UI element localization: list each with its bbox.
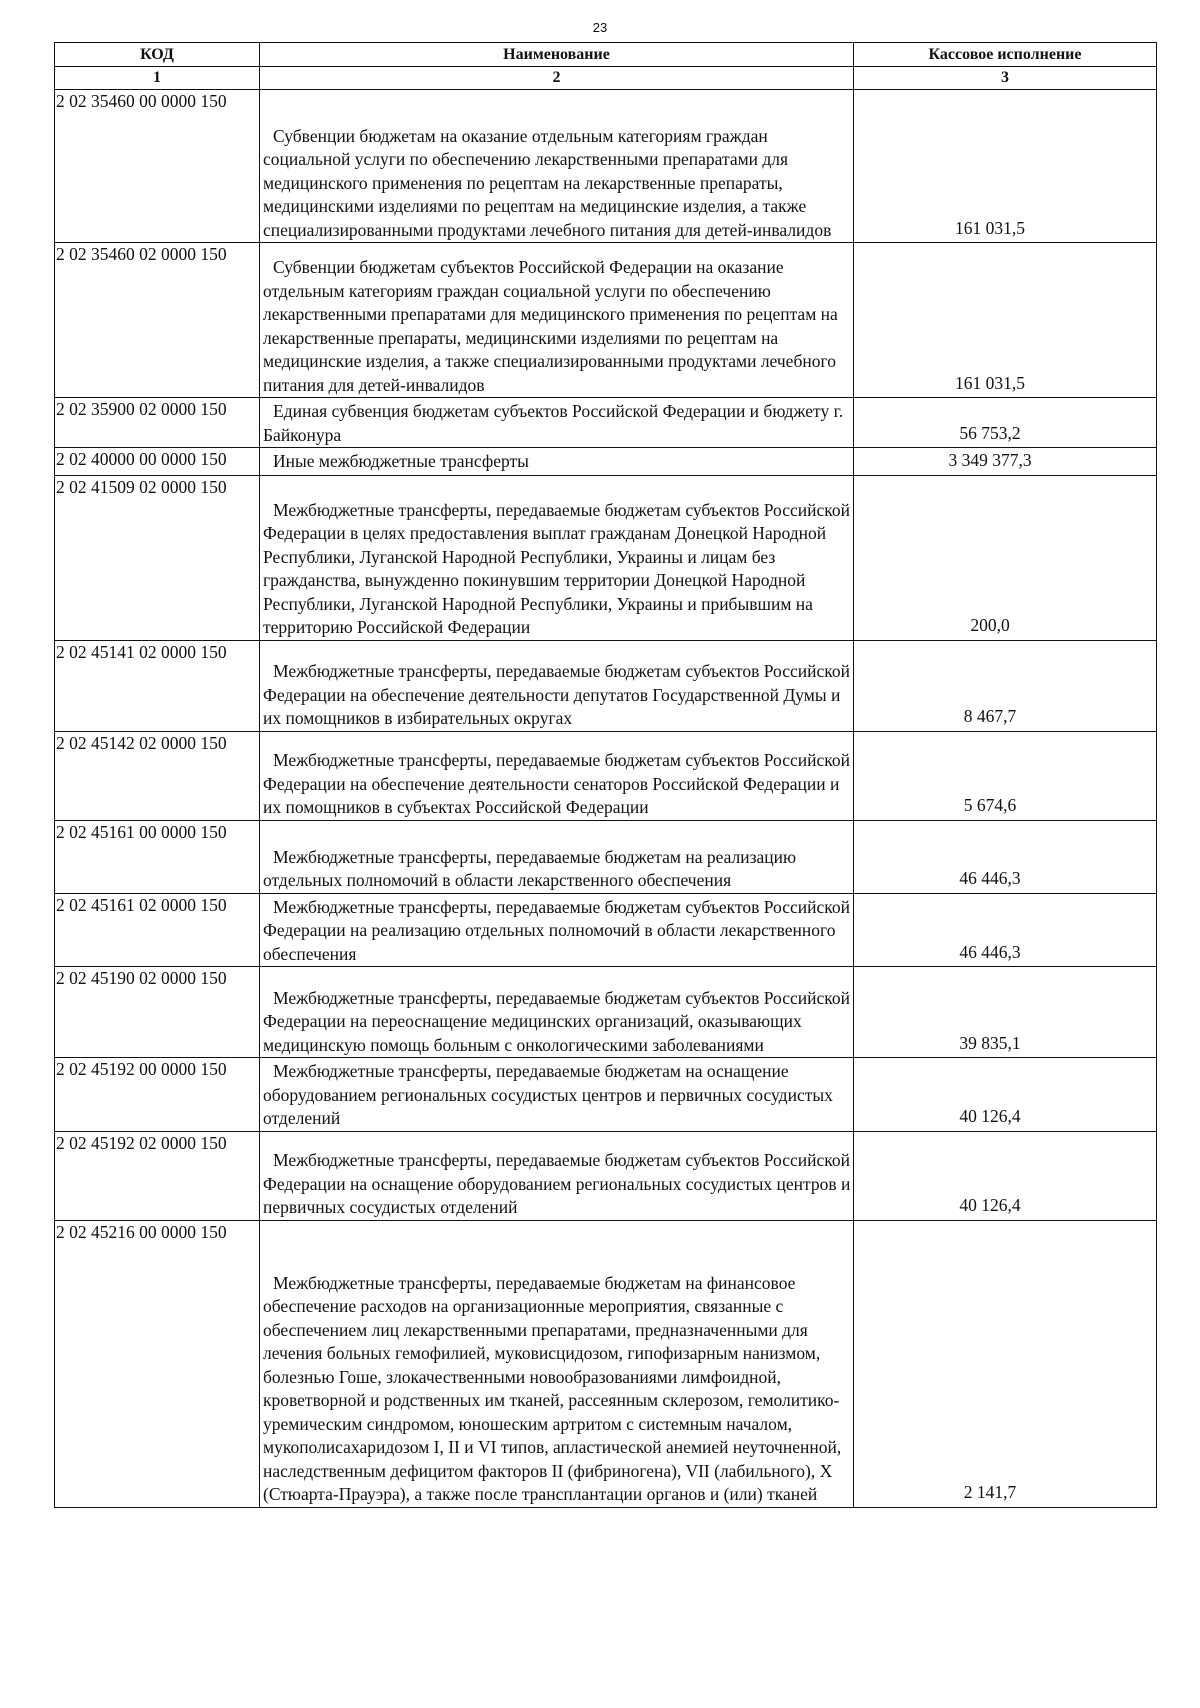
- row-name-text: Иные межбюджетные трансферты: [273, 451, 529, 471]
- header-amount: Кассовое исполнение: [854, 43, 1157, 67]
- row-name-text: Межбюджетные трансферты, передаваемые бюджетам на финансовое обеспечение расходов на организационные мероприятия, связанные с обеспечением лиц лекарственными препаратами, предназначенными для лечения больных гемофилией, муковисцидозом, гипофизарным нанизмом, болезнью Гоше, злокачественными новообразованиями лимфоидной, кроветворной и родственных им тканей, рассеянным склерозом, гемолитико-уремическим синдромом, юношеским артритом с системным началом, мукополисахаридозом I, II и VI типов, апластической анемией неуточненной, наследственным дефицитом факторов II (фибриногена), VII (лабильного), X (Стюарта-Прауэра), а также после трансплантации органов и (или) тканей: [263, 1272, 842, 1504]
- row-code: 2 02 35900 02 0000 150: [55, 398, 260, 448]
- budget-table: [54, 42, 1157, 1508]
- row-code: 2 02 40000 00 0000 150: [55, 448, 260, 476]
- row-name: [260, 1058, 854, 1132]
- row-amount: 46 446,3: [854, 820, 1157, 893]
- row-name: [260, 398, 854, 448]
- header-row: [55, 43, 1157, 67]
- row-name: [260, 475, 854, 640]
- row-code: 2 02 45192 00 0000 150: [55, 1058, 260, 1132]
- column-number: 2: [260, 67, 854, 90]
- table-row: [55, 967, 1157, 1058]
- row-code: 2 02 41509 02 0000 150: [55, 475, 260, 640]
- row-code: 2 02 45161 00 0000 150: [55, 820, 260, 893]
- row-name-text: Межбюджетные трансферты, передаваемые бюджетам субъектов Российской Федерации на реализацию отдельных полномочий в области лекарственного обеспечения: [263, 896, 850, 964]
- row-name-text: Межбюджетные трансферты, передаваемые бюджетам субъектов Российской Федерации на обеспечение деятельности сенаторов Российской Федерации и их помощников в субъектах Российской Федерации: [263, 750, 850, 817]
- row-name: [260, 967, 854, 1058]
- row-name-text: Межбюджетные трансферты, передаваемые бюджетам на реализацию отдельных полномочий в области лекарственного обеспечения: [263, 846, 797, 890]
- row-amount: 161 031,5: [854, 90, 1157, 243]
- row-amount: 46 446,3: [854, 893, 1157, 967]
- page-number: 23: [592, 20, 608, 35]
- table-row: [55, 1131, 1157, 1220]
- row-name-text: Субвенции бюджетам субъектов Российской Федерации на оказание отдельным категориям граждан социальной услуги по обеспечению лекарственными препаратами для медицинского применения по рецептам на лекарственные препараты, медицинскими изделиями по рецептам на медицинские изделия, а также специализированными продуктами лечебного питания для детей-инвалидов: [263, 257, 838, 395]
- row-name: [260, 893, 854, 967]
- row-code: 2 02 45192 02 0000 150: [55, 1131, 260, 1220]
- row-name: [260, 640, 854, 731]
- row-code: 2 02 45142 02 0000 150: [55, 731, 260, 820]
- table-row: [55, 820, 1157, 893]
- row-amount: 3 349 377,3: [854, 448, 1157, 476]
- table-row: [55, 398, 1157, 448]
- table-row: [55, 1058, 1157, 1132]
- row-amount: 200,0: [854, 475, 1157, 640]
- row-name: [260, 820, 854, 893]
- header-code: КОД: [55, 43, 260, 67]
- row-amount: 161 031,5: [854, 243, 1157, 398]
- row-name-text: Единая субвенция бюджетам субъектов Российской Федерации и бюджету г. Байконура: [263, 401, 844, 445]
- row-amount: 56 753,2: [854, 398, 1157, 448]
- row-code: 2 02 35460 02 0000 150: [55, 243, 260, 398]
- table-row: [55, 475, 1157, 640]
- row-amount: 40 126,4: [854, 1058, 1157, 1132]
- row-amount: 40 126,4: [854, 1131, 1157, 1220]
- row-code: 2 02 35460 00 0000 150: [55, 90, 260, 243]
- row-code: 2 02 45141 02 0000 150: [55, 640, 260, 731]
- table-row: [55, 893, 1157, 967]
- row-name-text: Субвенции бюджетам на оказание отдельным категориям граждан социальной услуги по обеспечению лекарственными препаратами для медицинского применения по рецептам на лекарственные препараты, медицинскими изделиями по рецептам на медицинские изделия, а также специализированными продуктами лечебного питания для детей-инвалидов: [263, 125, 832, 240]
- table-row: [55, 243, 1157, 398]
- table-row: [55, 90, 1157, 243]
- row-name-text: Межбюджетные трансферты, передаваемые бюджетам субъектов Российской Федерации в целях предоставления выплат гражданам Донецкой Народной Республики, Луганской Народной Республики, Украины и лицам без гражданства, вынужденно покинувшим территории Донецкой Народной Республики, Луганской Народной Республики, Украины и прибывшим на территорию Российской Федерации: [263, 499, 850, 637]
- row-name: [260, 1131, 854, 1220]
- row-name-text: Межбюджетные трансферты, передаваемые бюджетам на оснащение оборудованием региональных сосудистых центров и первичных сосудистых отделений: [263, 1061, 833, 1128]
- row-amount: 5 674,6: [854, 731, 1157, 820]
- column-number: 1: [55, 67, 260, 90]
- row-name-text: Межбюджетные трансферты, передаваемые бюджетам субъектов Российской Федерации на переоснащение медицинских организаций, оказывающих медицинскую помощь больным с онкологическими заболеваниями: [263, 987, 850, 1055]
- row-name: [260, 90, 854, 243]
- row-amount: 39 835,1: [854, 967, 1157, 1058]
- column-number-row: [55, 67, 1157, 90]
- row-name: [260, 731, 854, 820]
- row-name-text: Межбюджетные трансферты, передаваемые бюджетам субъектов Российской Федерации на оснащение оборудованием региональных сосудистых центров и первичных сосудистых отделений: [263, 1150, 851, 1217]
- row-name-text: Межбюджетные трансферты, передаваемые бюджетам субъектов Российской Федерации на обеспечение деятельности депутатов Государственной Думы и их помощников в избирательных округах: [263, 661, 850, 728]
- row-amount: 8 467,7: [854, 640, 1157, 731]
- row-name: [260, 243, 854, 398]
- table-row: [55, 1220, 1157, 1507]
- table-row: [55, 731, 1157, 820]
- table-row: [55, 448, 1157, 476]
- table-row: [55, 640, 1157, 731]
- row-name: [260, 1220, 854, 1507]
- column-number: 3: [854, 67, 1157, 90]
- row-name: [260, 448, 854, 476]
- row-code: 2 02 45216 00 0000 150: [55, 1220, 260, 1507]
- header-name: Наименование: [260, 43, 854, 67]
- row-amount: 2 141,7: [854, 1220, 1157, 1507]
- row-code: 2 02 45161 02 0000 150: [55, 893, 260, 967]
- row-code: 2 02 45190 02 0000 150: [55, 967, 260, 1058]
